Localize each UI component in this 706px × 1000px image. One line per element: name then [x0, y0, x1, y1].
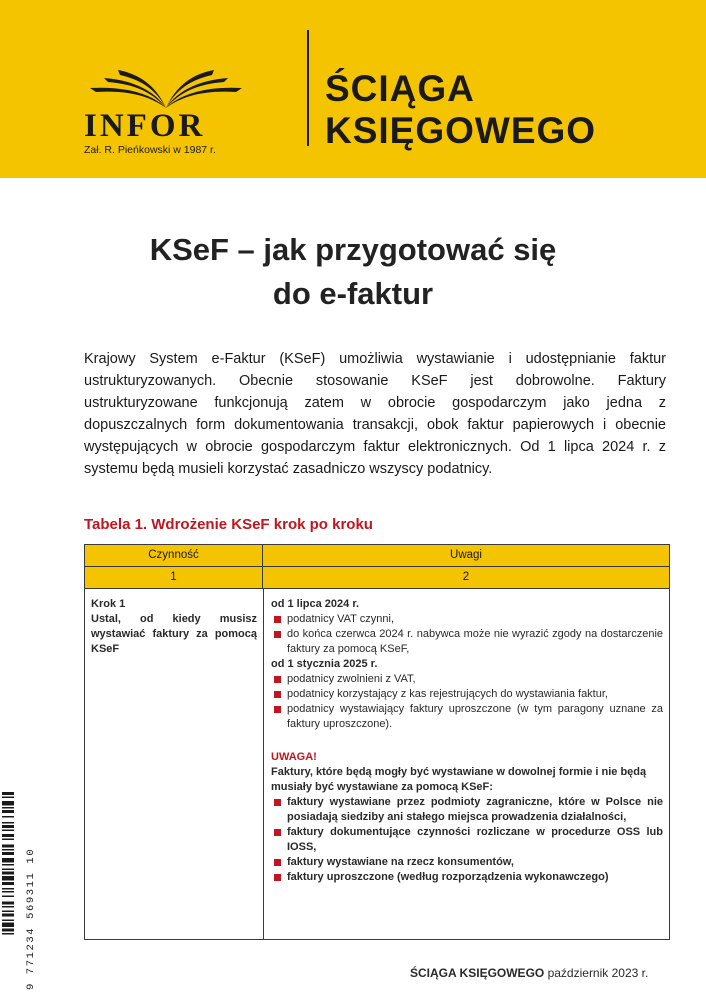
page-footer [410, 966, 648, 980]
bullet-square-icon [274, 631, 281, 638]
barcode-bar [2, 891, 14, 893]
list-item [271, 702, 663, 732]
barcode-bar [2, 864, 14, 866]
column-header-action: Czynność [85, 545, 263, 566]
list-2025 [271, 672, 663, 732]
barcode-bar [2, 830, 14, 832]
section-date-2025: od 1 stycznia 2025 r. [271, 658, 378, 670]
barcode-bar [2, 872, 14, 875]
barcode-bar [2, 858, 14, 863]
publication-title-line2: KSIĘGOWEGO [325, 110, 597, 151]
barcode-bar [2, 902, 14, 905]
list-2024 [271, 612, 663, 657]
footer-brand: ŚCIĄGA KSIĘGOWEGO [410, 966, 545, 980]
barcode-bar [2, 896, 14, 898]
barcode-bar [2, 876, 14, 881]
bullet-square-icon [274, 616, 281, 623]
bullet-square-icon [274, 799, 281, 806]
open-book-icon [86, 70, 246, 112]
logo-wordmark: INFOR [84, 108, 206, 144]
barcode-number: 9 771234 569311 10 [25, 847, 37, 990]
publication-title [325, 68, 596, 152]
barcode-bar [2, 807, 14, 809]
bullet-square-icon [274, 859, 281, 866]
warning-label: UWAGA! [271, 751, 317, 763]
header-band [0, 0, 706, 178]
table-number-row [85, 567, 669, 589]
barcode-bar [2, 849, 14, 851]
list-item-text: faktury wystawiane na rzecz konsumentów, [287, 856, 514, 868]
list-item [271, 855, 663, 870]
barcode-bar [2, 923, 14, 928]
column-number-1: 1 [85, 567, 263, 588]
barcode-bar [2, 822, 14, 824]
barcode-bar [2, 825, 14, 828]
article-title [0, 228, 706, 316]
list-item [271, 612, 663, 627]
barcode-icon [2, 792, 24, 990]
barcode-bar [2, 914, 14, 917]
list-item [271, 795, 663, 825]
column-number-2: 2 [462, 571, 470, 583]
barcode-bar [2, 797, 14, 799]
warning-text: Faktury, które będą mogły być wystawiane w dowolnej formie i nie będą musiały być wystawiane za pomocą KSeF: [271, 766, 647, 793]
intro-paragraph: Krajowy System e-Faktur (KSeF) umożliwia wystawianie i udostępnianie faktur ustrukturyzowanych. Obecnie stosowanie KSeF jest dobrowolne. Faktury ustrukturyzowane funkcjonują zatem w obrocie gospodarczym jako jedna z dopuszczalnych form dokumentowania transakcji, obok faktur papierowych i obecnie występujących w obrocie gospodarczym faktur elektronicznych. Od 1 lipca 2024 r. z systemu będą musieli korzystać zasadniczo wszyscy podatnicy. [84, 351, 666, 477]
list-item-text: podatnicy korzystający z kas rejestrujących do wystawiania faktur, [287, 688, 608, 700]
list-item-text: podatnicy VAT czynni, [287, 613, 394, 625]
barcode-bar [2, 801, 14, 806]
steps-table [84, 544, 670, 940]
table-cell-action [91, 597, 257, 657]
barcode-bar [2, 845, 14, 848]
table-caption: Tabela 1. Wdrożenie KSeF krok po kroku [84, 516, 373, 533]
step-action: Ustal, od kiedy musisz wystawiać faktury za pomocą KSeF [91, 613, 257, 655]
bullet-square-icon [274, 691, 281, 698]
list-item-text: podatnicy wystawiający faktury uproszczone (w tym paragony uznane za faktury uproszczone). [287, 703, 663, 730]
barcode-bar [2, 852, 14, 855]
barcode-bar [2, 920, 14, 922]
bullet-square-icon [274, 874, 281, 881]
table-cell-notes [271, 597, 663, 885]
list-item-text: do końca czerwca 2024 r. nabywca może nie wyrazić zgody na dostarczenie faktury za pomocą KSeF, [287, 628, 663, 655]
barcode-bar [2, 810, 14, 813]
list-item [271, 870, 663, 885]
barcode-bar [2, 816, 14, 818]
warning-list [271, 795, 663, 885]
footer-date: październik 2023 r. [547, 966, 649, 980]
list-item [271, 672, 663, 687]
publication-title-line1: ŚCIĄGA [325, 68, 475, 109]
barcode-bar [2, 906, 14, 908]
bullet-square-icon [274, 706, 281, 713]
header-divider [307, 30, 309, 146]
list-item-text: faktury uproszczone (według rozporządzenia wykonawczego) [287, 871, 609, 883]
list-item-text: faktury wystawiane przez podmioty zagraniczne, które w Polsce nie posiadają siedziby ani stałego miejsca prowadzenia działalności, [287, 796, 663, 823]
barcode-bar [2, 933, 14, 935]
barcode-bar [2, 911, 14, 913]
barcode-bar [2, 888, 14, 890]
list-item-text: podatnicy zwolnieni z VAT, [287, 673, 416, 685]
column-divider [263, 589, 264, 939]
section-date-2024: od 1 lipca 2024 r. [271, 598, 360, 610]
table-header-row [85, 545, 669, 567]
barcode-bar [2, 882, 14, 885]
list-item [271, 687, 663, 702]
barcode-bar [2, 929, 14, 932]
list-item [271, 627, 663, 657]
barcode-bar [2, 869, 14, 871]
list-item-text: faktury dokumentujące czynności rozliczane w procedurze OSS lub IOSS, [287, 826, 663, 853]
logo-subtitle: Zał. R. Pieńkowski w 1987 r. [84, 144, 216, 156]
barcode-bar [2, 834, 14, 837]
column-header-notes: Uwagi [450, 549, 482, 561]
bullet-square-icon [274, 829, 281, 836]
barcode-bar [2, 792, 14, 795]
bullet-square-icon [274, 676, 281, 683]
article-title-line1: KSeF – jak przygotować się [149, 232, 557, 267]
step-label: Krok 1 [91, 598, 126, 610]
article-title-line2: do e-faktur [272, 276, 434, 311]
infor-logo [78, 64, 248, 164]
barcode-bar [2, 839, 14, 841]
list-item [271, 825, 663, 855]
